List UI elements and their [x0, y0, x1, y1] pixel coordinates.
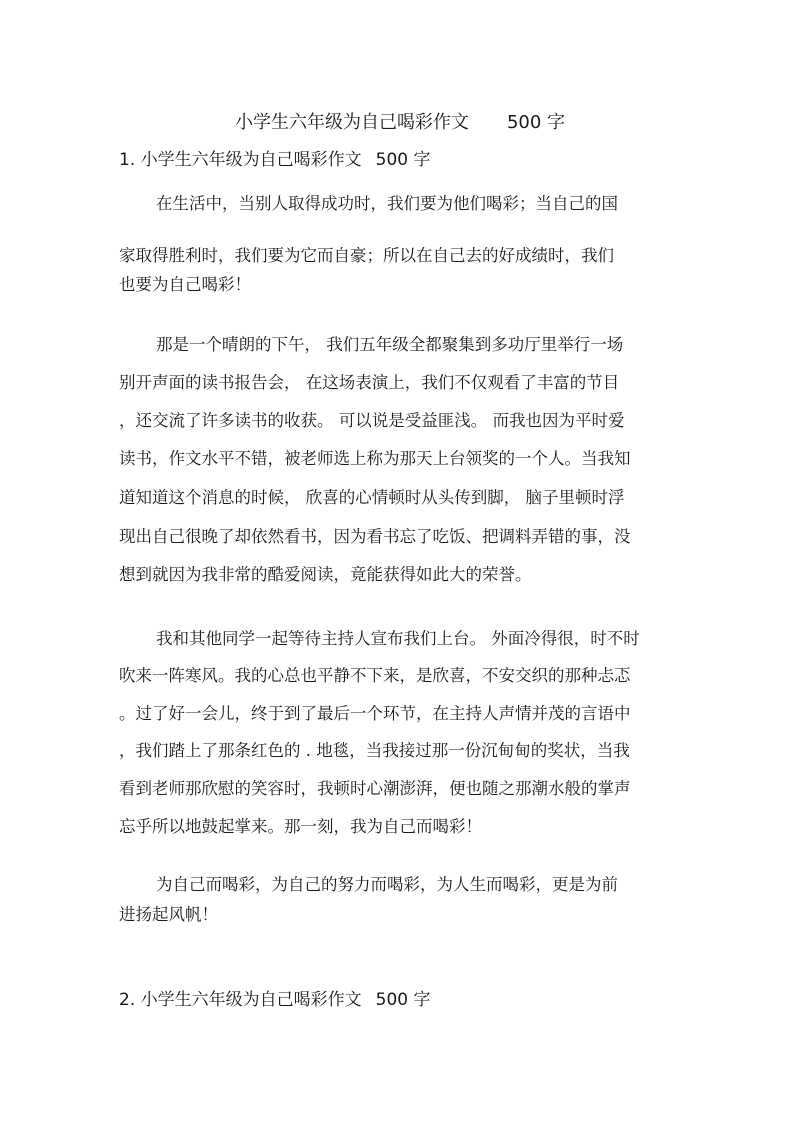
paragraph-line: ，还交流了许多读书的收获。 可以说是受益匪浅。 而我也因为平时爱 — [119, 411, 625, 430]
section-word-count: 500 字 — [375, 150, 431, 170]
paragraph-line: 也要为自己喝彩！ — [119, 275, 251, 294]
section-number: 2. — [119, 990, 136, 1010]
section-word-count: 500 字 — [375, 990, 431, 1010]
section-heading-text: 小学生六年级为自己喝彩作文 — [140, 990, 362, 1010]
paragraph-line: 我和其他同学一起等待主持人宣布我们上台。 外面冷得很，时不时 — [156, 629, 640, 648]
paragraph-line: 别开声面的读书报告会， 在这场表演上，我们不仅观看了丰富的节目 — [119, 373, 620, 392]
paragraph-line: 现出自己很晚了却依然看书，因为看书忘了吃饭、把调料弄错的事，没 — [119, 527, 631, 546]
paragraph-line: 忘乎所以地鼓起掌来。那一刻，我为自己而喝彩！ — [119, 817, 482, 836]
document-title — [0, 110, 800, 136]
paragraph-line: ，我们踏上了那条红色的 . 地毯，当我接过那一份沉甸甸的奖状，当我 — [119, 741, 630, 760]
paragraph-line: 。过了好一会儿，终于到了最后一个环节，在主持人声情并茂的言语中 — [119, 704, 631, 723]
paragraph-line: 看到老师那欣慰的笑容时，我顿时心潮澎湃，便也随之那潮水般的掌声 — [119, 779, 631, 798]
section-heading-2 — [119, 988, 431, 1012]
paragraph-line: 为自己而喝彩，为自己的努力而喝彩，为人生而喝彩，更是为前 — [156, 875, 618, 894]
paragraph-line: 想到就因为我非常的酷爱阅读，竟能获得如此大的荣誉。 — [119, 565, 532, 584]
paragraph-line: 那是一个晴朗的下午， 我们五年级全都聚集到多功厅里举行一场 — [156, 335, 624, 354]
paragraph-line: 道知道这个消息的时候， 欣喜的心情顿时从头传到脚， 脑子里顿时浮 — [119, 488, 625, 507]
paragraph-line: 家取得胜利时，我们要为它而自豪；所以在自己去的好成绩时，我们 — [119, 246, 614, 265]
section-heading-text: 小学生六年级为自己喝彩作文 — [140, 150, 362, 170]
section-heading-1 — [119, 148, 431, 172]
paragraph-line: 在生活中，当别人取得成功时，我们要为他们喝彩；当自己的国 — [156, 194, 618, 213]
paragraph-line: 进扬起风帆！ — [119, 905, 218, 924]
paragraph-line: 读书，作文水平不错，被老师选上称为那天上台领奖的一个人。当我知 — [119, 449, 631, 468]
section-number: 1. — [119, 150, 136, 170]
title-word-count: 500 字 — [506, 112, 566, 133]
paragraph-line: 吹来一阵寒风。我的心总也平静不下来，是欣喜，不安交织的那种忐忑 — [119, 666, 631, 685]
title-text: 小学生六年级为自己喝彩作文 — [234, 112, 469, 133]
